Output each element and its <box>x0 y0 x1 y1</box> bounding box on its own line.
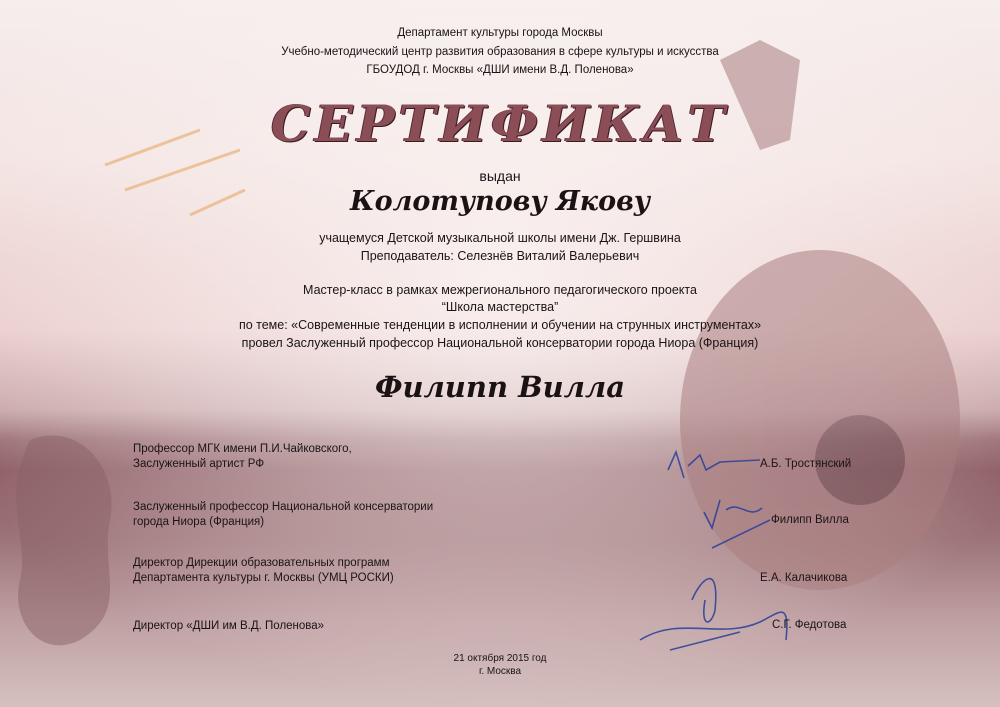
issued-label: выдан <box>479 168 521 184</box>
center-line: Учебно-методический центр развития образования в сфере культуры и искусства <box>281 46 719 58</box>
recipient-teacher: Преподаватель: Селезнёв Виталий Валерьевич <box>360 249 640 263</box>
recipient-name: Колотупову Якову <box>350 186 650 217</box>
signatory-rank-4: Директор «ДШИ им В.Д. Поленова» <box>133 620 325 632</box>
certificate-title: СЕРТИФИКАТ <box>270 94 730 153</box>
signatory-rank-3: Директор Дирекции образовательных программ Департамента культуры г. Москвы (УМЦ РОСКИ) <box>133 557 394 584</box>
signatory-rank-1: Профессор МГК имени П.И.Чайковского, Заслуженный артист РФ <box>133 443 352 470</box>
city-text: г. Москва <box>478 666 522 677</box>
presenter-name: Филипп Вилла <box>374 370 625 404</box>
event-line-2: “Школа мастерства” <box>441 300 559 314</box>
event-line-1: Мастер-класс в рамках межрегионального педагогического проекта <box>303 283 697 297</box>
signatory-name-1: А.Б. Тростянский <box>760 458 852 470</box>
signatory-name-2: Филипп Вилла <box>771 514 849 526</box>
signatory-name-4: С.Г. Федотова <box>772 619 847 631</box>
signatory-rank-2: Заслуженный профессор Национальной консерватории города Ниора (Франция) <box>133 501 434 528</box>
issue-date <box>440 652 560 678</box>
department-line: Департамент культуры города Москвы <box>397 27 603 39</box>
date-text: 21 октября 2015 год <box>453 653 547 664</box>
school-line: ГБОУДОД г. Москвы «ДШИ имени В.Д. Поленова» <box>366 64 634 76</box>
signatory-name-3: Е.А. Калачикова <box>760 572 848 584</box>
violin-illustration <box>16 435 111 645</box>
event-line-4: провел Заслуженный профессор Национальной консерватории города Ниора (Франция) <box>241 336 759 350</box>
recipient-student: учащемуся Детской музыкальной школы имени Дж. Гершвина <box>319 231 681 245</box>
event-line-3: по теме: «Современные тенденции в исполнении и обучении на струнных инструментах» <box>238 318 762 332</box>
